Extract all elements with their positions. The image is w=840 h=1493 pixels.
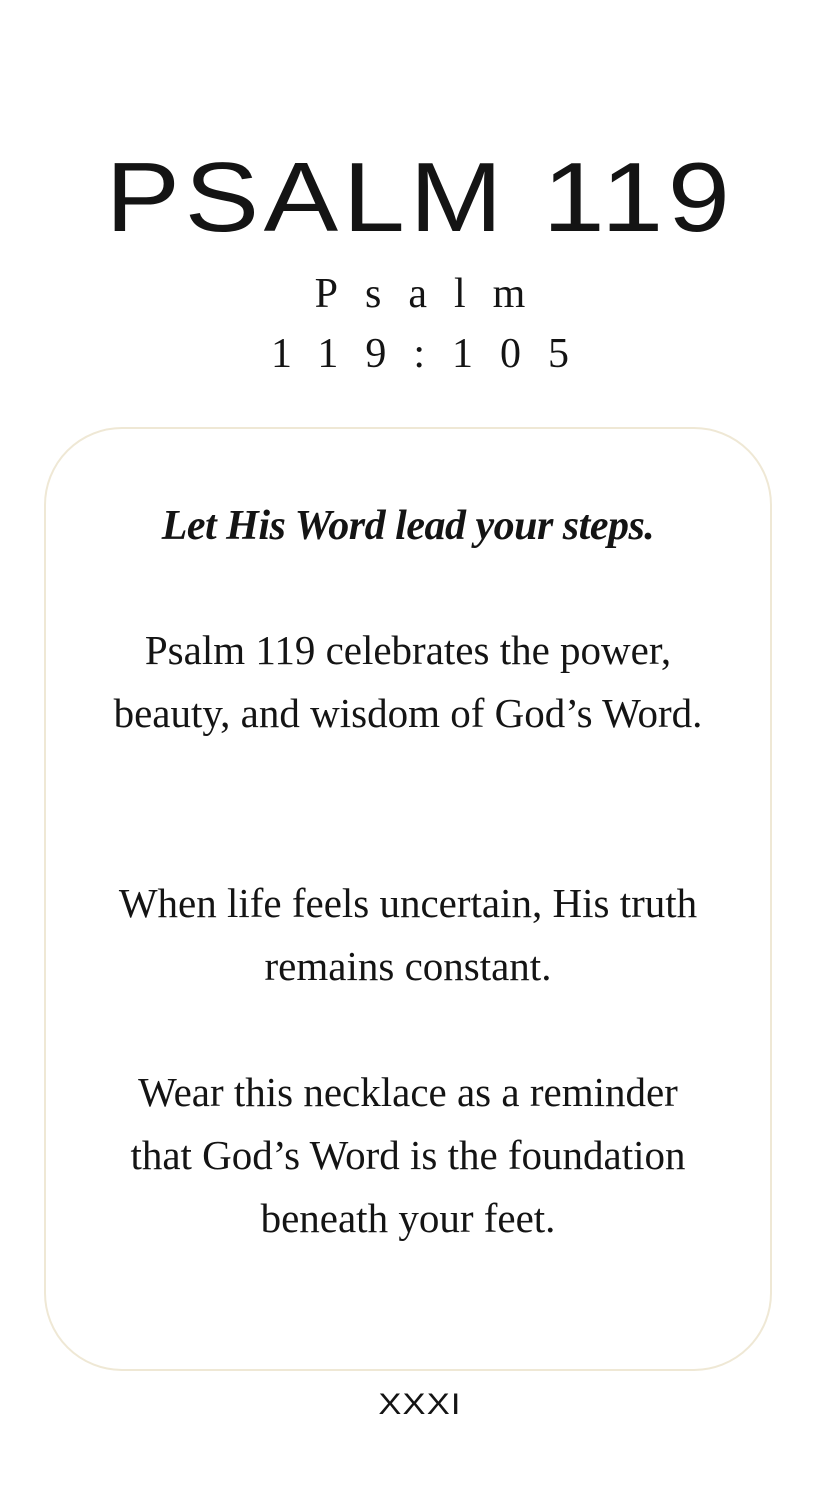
- card-paragraph: When life feels uncertain, His truth remains constant.: [118, 880, 698, 989]
- card-paragraph: Wear this necklace as a reminder that God’s Word is the foundation beneath your feet.: [130, 1069, 686, 1241]
- page-title: PSALM 119: [105, 142, 735, 252]
- verse-reference-number: 119:105: [270, 331, 597, 377]
- card-paragraph: Psalm 119 celebrates the power, beauty, and wisdom of God’s Word.: [113, 627, 703, 736]
- verse-reference-book: Psalm: [314, 271, 553, 317]
- message-card: [44, 427, 772, 1371]
- card-tagline: Let His Word lead your steps.: [161, 503, 655, 549]
- brand-mark: XXXI: [378, 1388, 462, 1421]
